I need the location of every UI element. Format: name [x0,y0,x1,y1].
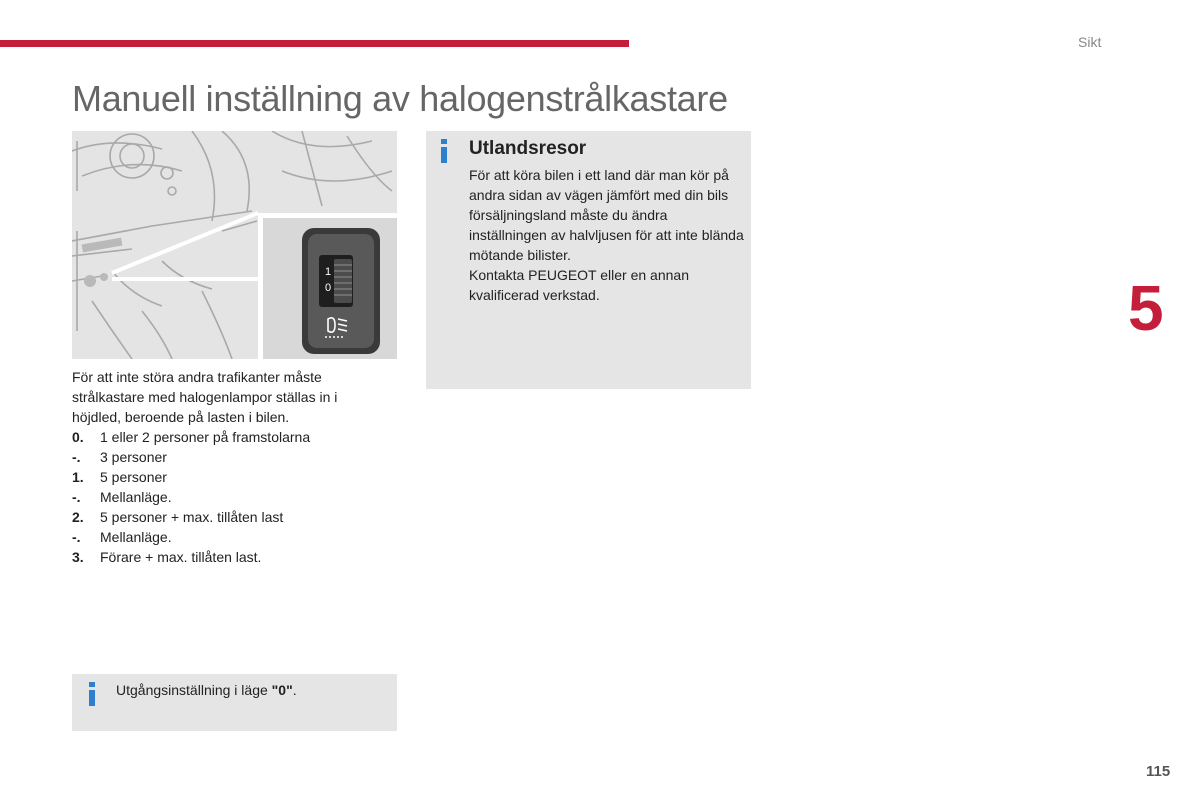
info-paragraph: Kontakta PEUGEOT eller en annan kvalificerad verkstad. [469,267,689,303]
position-list [72,427,382,567]
travel-abroad-info-box [426,131,751,389]
note-text [116,680,297,700]
page-number: 115 [1146,763,1171,780]
list-item [72,487,382,507]
position-text: 5 personer [100,469,167,485]
dial-label-0: 0 [325,282,332,294]
position-text: 5 personer + max. tillåten last [100,509,284,525]
position-text: 3 personer [100,449,167,465]
position-key: 0. [72,429,84,445]
info-icon [438,139,450,163]
position-key: 2. [72,509,84,525]
top-accent-bar [0,40,629,47]
list-item [72,527,382,547]
note-value: "0" [271,682,293,698]
note-text-end: . [292,682,297,698]
dial-label-1: 1 [325,266,332,278]
list-item [72,547,382,567]
position-text: 1 eller 2 personer på framstolarna [100,429,311,445]
info-icon [86,682,98,706]
info-paragraph: För att köra bilen i ett land där man kör på andra sidan av vägen jämfört med din bils försäljningsland måste du ändra inställningen av halvljusen för att inte blända mötande bilister. [469,167,744,263]
info-box-heading: Utlandsresor [469,138,587,159]
position-key: 3. [72,549,84,565]
note-text-start: Utgångsinställning i läge [116,682,272,698]
info-box-text [469,165,747,305]
list-item [72,447,382,467]
position-text: Förare + max. tillåten last. [100,549,262,565]
main-text [72,367,382,567]
section-label: Sikt [1078,34,1102,50]
list-item [72,427,382,447]
position-text: Mellanläge. [100,489,172,505]
headlamp-adjuster-illustration [72,131,397,359]
position-key: 1. [72,469,84,485]
position-text: Mellanläge. [100,529,172,545]
chapter-number: 5 [1128,272,1164,344]
list-item [72,507,382,527]
intro-paragraph: För att inte störa andra trafikanter måste strålkastare med halogenlampor ställas in i höjdled, beroende på lasten i bilen. [72,369,338,425]
position-key: -. [72,449,81,465]
default-setting-note [72,674,397,731]
list-item [72,467,382,487]
position-key: -. [72,529,81,545]
page-title: Manuell inställning av halogenstrålkastare [72,78,728,119]
position-key: -. [72,489,81,505]
